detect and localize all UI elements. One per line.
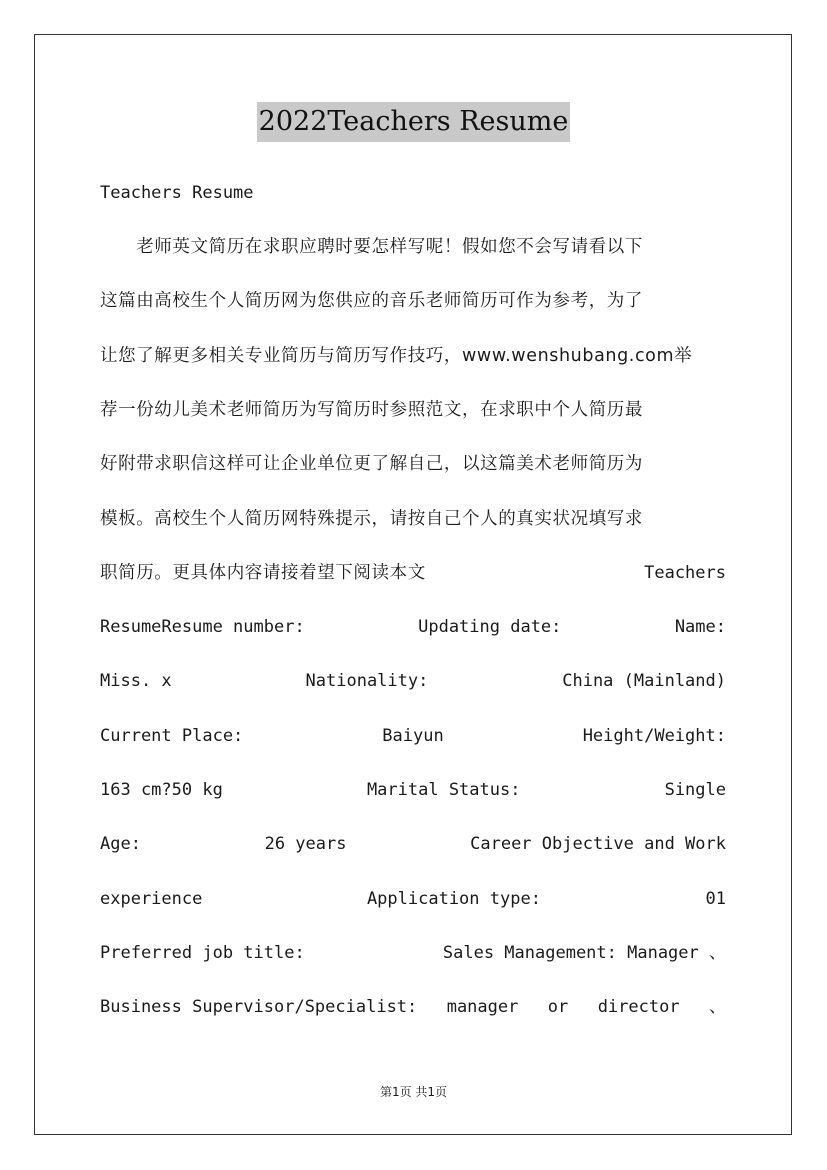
text-segment: 荐一份幼儿美术老师简历为写简历时参照范文，在求职中个人简历最 (100, 399, 643, 420)
text-segment: 让您了解更多相关专业简历与简历写作技巧，www.wenshubang.com举 (100, 345, 693, 366)
text-segment: 这篇由高校生个人简历网为您供应的音乐老师简历可作为参考，为了 (100, 291, 643, 312)
text-line (100, 941, 726, 965)
text-segment: manager (446, 997, 519, 1018)
text-segment: Single (664, 780, 726, 800)
text-line (100, 669, 726, 693)
page-footer: 第1页 共1页 (379, 1085, 448, 1099)
text-segment: Age: (100, 834, 141, 855)
text-segment: ResumeResume number: (100, 617, 305, 638)
document-title: 2022Teachers Resume (257, 102, 571, 142)
text-segment: Teachers (644, 562, 726, 583)
text-line (100, 289, 726, 313)
text-line (100, 995, 726, 1019)
text-line (100, 778, 726, 802)
text-line (100, 615, 726, 639)
text-segment: Name: (674, 617, 726, 638)
text-line (100, 507, 726, 531)
text-segment: Miss. x (100, 671, 172, 692)
text-segment: Height/Weight: (582, 725, 726, 746)
text-segment: 01 (705, 888, 726, 909)
text-segment: Baiyun (382, 725, 444, 746)
text-segment: 163 cm?50 kg (100, 780, 223, 800)
text-line (100, 561, 726, 585)
text-segment: Sales Management: Manager 、 (442, 942, 726, 963)
text-line (100, 832, 726, 856)
text-segment: Application type: (366, 888, 541, 909)
text-line (100, 452, 726, 476)
text-segment: 老师英文简历在求职应聘时要怎样写呢！假如您不会写请看以下 (100, 237, 643, 257)
text-segment: Nationality: (305, 671, 429, 692)
title-container (0, 102, 827, 142)
text-line (100, 724, 726, 748)
section-heading: Teachers Resume (100, 183, 254, 203)
text-segment: Career Objective and Work (470, 834, 726, 855)
text-line (100, 344, 726, 368)
text-segment: Current Place: (100, 725, 244, 746)
text-segment: experience (100, 888, 203, 909)
text-segment: director (597, 997, 680, 1018)
text-segment: 26 years (264, 834, 347, 855)
text-segment: Updating date: (418, 617, 562, 638)
text-segment: Preferred job title: (100, 942, 305, 963)
text-segment: Marital Status: (366, 780, 521, 800)
text-segment: 好附带求职信这样可让企业单位更了解自己，以这篇美术老师简历为 (100, 454, 643, 475)
text-segment: 、 (709, 997, 726, 1018)
text-line (100, 398, 726, 422)
text-segment: or (547, 997, 569, 1018)
text-line (100, 235, 726, 259)
text-segment: 模板。高校生个人简历网特殊提示，请按自己个人的真实状况填写求 (100, 508, 643, 529)
text-segment: Business Supervisor/Specialist: (100, 997, 418, 1018)
text-line (100, 887, 726, 911)
text-segment: China (Mainland) (562, 671, 726, 692)
text-segment: 职简历。更具体内容请接着望下阅读本文 (100, 562, 426, 583)
